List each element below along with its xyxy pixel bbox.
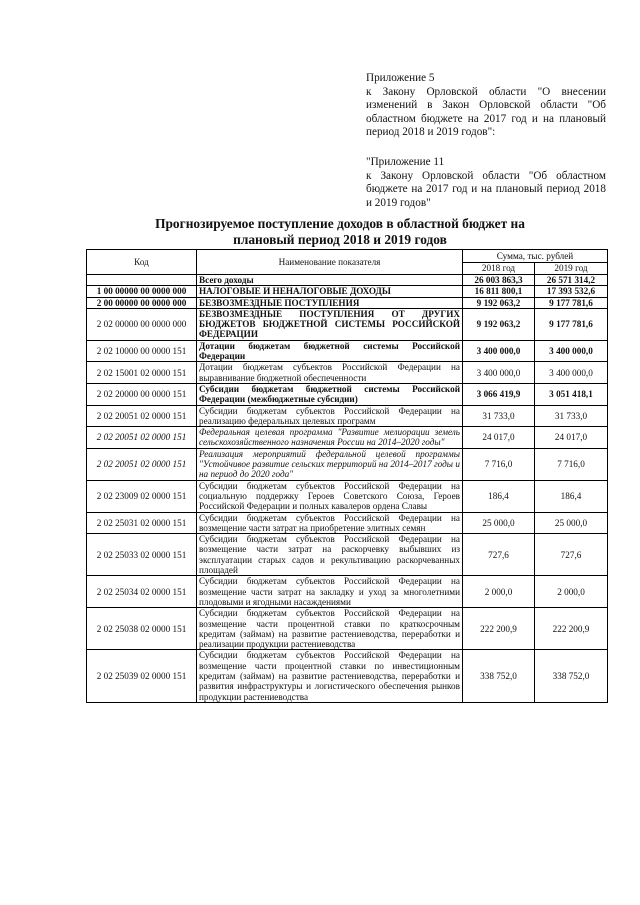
row-value-2019: 7 716,0: [535, 448, 608, 480]
row-value-2018: 186,4: [463, 480, 535, 512]
row-value-2018: 26 003 863,3: [463, 275, 535, 286]
appendix-11-text: к Закону Орловской области "Об областном бюджете на 2017 год и на плановый период 2018 и 2019 годов": [366, 169, 606, 209]
row-name: БЕЗВОЗМЕЗДНЫЕ ПОСТУПЛЕНИЯ ОТ ДРУГИХ БЮДЖЕТОВ БЮДЖЕТНОЙ СИСТЕМЫ РОССИЙСКОЙ ФЕДЕРАЦИИ: [197, 308, 463, 340]
row-code: 2 02 10000 00 0000 151: [87, 340, 197, 362]
appendix-11-label: "Приложение 11: [366, 156, 445, 168]
row-value-2019: 3 051 418,1: [535, 383, 608, 405]
row-value-2018: 338 752,0: [463, 650, 535, 702]
row-code: [87, 275, 197, 286]
table-row: [87, 275, 608, 286]
row-value-2018: 25 000,0: [463, 512, 535, 534]
row-value-2019: 2 000,0: [535, 576, 608, 608]
page-title-line-2: плановый период 2018 и 2019 годов: [233, 231, 447, 247]
row-name: Субсидии бюджетам субъектов Российской Федерации на реализацию федеральных целевых программ: [197, 405, 463, 427]
table-row: [87, 480, 608, 512]
table-row: [87, 576, 608, 608]
row-code: 2 02 25033 02 0000 151: [87, 534, 197, 576]
row-value-2019: 222 200,9: [535, 608, 608, 650]
appendix-11-note: [366, 156, 606, 210]
row-value-2019: 24 017,0: [535, 427, 608, 449]
table-row: [87, 448, 608, 480]
row-value-2019: 17 393 532,6: [535, 286, 608, 297]
row-value-2018: 222 200,9: [463, 608, 535, 650]
row-name: Субсидии бюджетам субъектов Российской Федерации на возмещение части процентной ставки по краткосрочным кредитам (займам) на развитие растениеводства, переработки и реализации продукции растениеводства: [197, 608, 463, 650]
row-code: 2 02 25039 02 0000 151: [87, 650, 197, 702]
row-value-2018: 3 066 419,9: [463, 383, 535, 405]
row-value-2019: 25 000,0: [535, 512, 608, 534]
row-code: 2 02 20000 00 0000 151: [87, 383, 197, 405]
row-value-2019: 31 733,0: [535, 405, 608, 427]
row-value-2019: 9 177 781,6: [535, 308, 608, 340]
header-year-2018: 2018 год: [463, 263, 535, 275]
table-row: [87, 427, 608, 449]
row-name: Субсидии бюджетам субъектов Российской Федерации на возмещение части затрат на раскорчевку выбывших из эксплуатации старых садов и рекультивацию раскорчеванных площадей: [197, 534, 463, 576]
table-row: [87, 340, 608, 362]
table-row: [87, 383, 608, 405]
row-code: 2 02 00000 00 0000 000: [87, 308, 197, 340]
row-value-2019: 727,6: [535, 534, 608, 576]
row-name: Дотации бюджетам бюджетной системы Российской Федерации: [197, 340, 463, 362]
table-row: [87, 297, 608, 308]
row-code: 2 02 25031 02 0000 151: [87, 512, 197, 534]
row-name: Реализация мероприятий федеральной целевой программы "Устойчивое развитие сельских территорий на 2014–2017 годы и на период до 2020 года": [197, 448, 463, 480]
row-code: 2 02 15001 02 0000 151: [87, 362, 197, 384]
row-value-2018: 3 400 000,0: [463, 340, 535, 362]
row-value-2019: 186,4: [535, 480, 608, 512]
row-value-2018: 727,6: [463, 534, 535, 576]
row-name: Федеральная целевая программа "Развитие мелиорации земель сельскохозяйственного назначения России на 2014–2020 годы": [197, 427, 463, 449]
row-value-2019: 338 752,0: [535, 650, 608, 702]
row-code: 2 02 20051 02 0000 151: [87, 405, 197, 427]
table-row: [87, 534, 608, 576]
appendix-5-note: [366, 72, 606, 140]
page-title: [90, 216, 590, 247]
row-name: Субсидии бюджетам бюджетной системы Российской Федерации (межбюджетные субсидии): [197, 383, 463, 405]
row-value-2018: 7 716,0: [463, 448, 535, 480]
row-value-2019: 3 400 000,0: [535, 340, 608, 362]
row-code: 2 02 25034 02 0000 151: [87, 576, 197, 608]
row-code: 2 02 20051 02 0000 151: [87, 448, 197, 480]
table-row: [87, 286, 608, 297]
table-row: [87, 512, 608, 534]
row-code: 1 00 00000 00 0000 000: [87, 286, 197, 297]
row-value-2019: 3 400 000,0: [535, 362, 608, 384]
table-row: [87, 405, 608, 427]
page-title-line-1: Прогнозируемое поступление доходов в областной бюджет на: [155, 216, 525, 231]
row-code: 2 02 23009 02 0000 151: [87, 480, 197, 512]
table-row: [87, 362, 608, 384]
row-value-2018: 2 000,0: [463, 576, 535, 608]
row-name: Всего доходы: [197, 275, 463, 286]
table-row: [87, 608, 608, 650]
header-sum: Сумма, тыс. рублей: [463, 250, 608, 263]
header-name: Наименование показателя: [197, 250, 463, 275]
row-value-2018: 31 733,0: [463, 405, 535, 427]
header-year-2019: 2019 год: [535, 263, 608, 275]
row-value-2019: 26 571 314,2: [535, 275, 608, 286]
row-name: НАЛОГОВЫЕ И НЕНАЛОГОВЫЕ ДОХОДЫ: [197, 286, 463, 297]
row-name: Субсидии бюджетам субъектов Российской Федерации на возмещение части процентной ставки по инвестиционным кредитам (займам) на развитие растениеводства, переработки и развития инфраструктуры и логистического обеспечения рынков продукции растениеводства: [197, 650, 463, 702]
header-code: Код: [87, 250, 197, 275]
row-value-2018: 24 017,0: [463, 427, 535, 449]
row-name: Субсидии бюджетам субъектов Российской Федерации на возмещение части затрат на приобретение элитных семян: [197, 512, 463, 534]
row-value-2019: 9 177 781,6: [535, 297, 608, 308]
row-value-2018: 3 400 000,0: [463, 362, 535, 384]
row-name: Субсидии бюджетам субъектов Российской Федерации на социальную поддержку Героев Советского Союза, Героев Российской Федерации и полных кавалеров ордена Славы: [197, 480, 463, 512]
row-value-2018: 9 192 063,2: [463, 308, 535, 340]
row-name: Дотации бюджетам субъектов Российской Федерации на выравнивание бюджетной обеспеченности: [197, 362, 463, 384]
row-value-2018: 16 811 800,1: [463, 286, 535, 297]
row-code: 2 02 25038 02 0000 151: [87, 608, 197, 650]
table-row: [87, 308, 608, 340]
row-name: БЕЗВОЗМЕЗДНЫЕ ПОСТУПЛЕНИЯ: [197, 297, 463, 308]
row-code: 2 02 20051 02 0000 151: [87, 427, 197, 449]
revenue-table: [86, 249, 608, 703]
appendix-5-label: Приложение 5: [366, 72, 435, 84]
row-value-2018: 9 192 063,2: [463, 297, 535, 308]
appendix-5-text: к Закону Орловской области "О внесении изменений в Закон Орловской области "Об областном бюджете на 2017 год и на плановый период 2018 и 2019 годов":: [366, 85, 606, 139]
table-row: [87, 650, 608, 702]
row-name: Субсидии бюджетам субъектов Российской Федерации на возмещение части затрат на закладку и уход за многолетними плодовыми и ягодными насаждениями: [197, 576, 463, 608]
row-code: 2 00 00000 00 0000 000: [87, 297, 197, 308]
